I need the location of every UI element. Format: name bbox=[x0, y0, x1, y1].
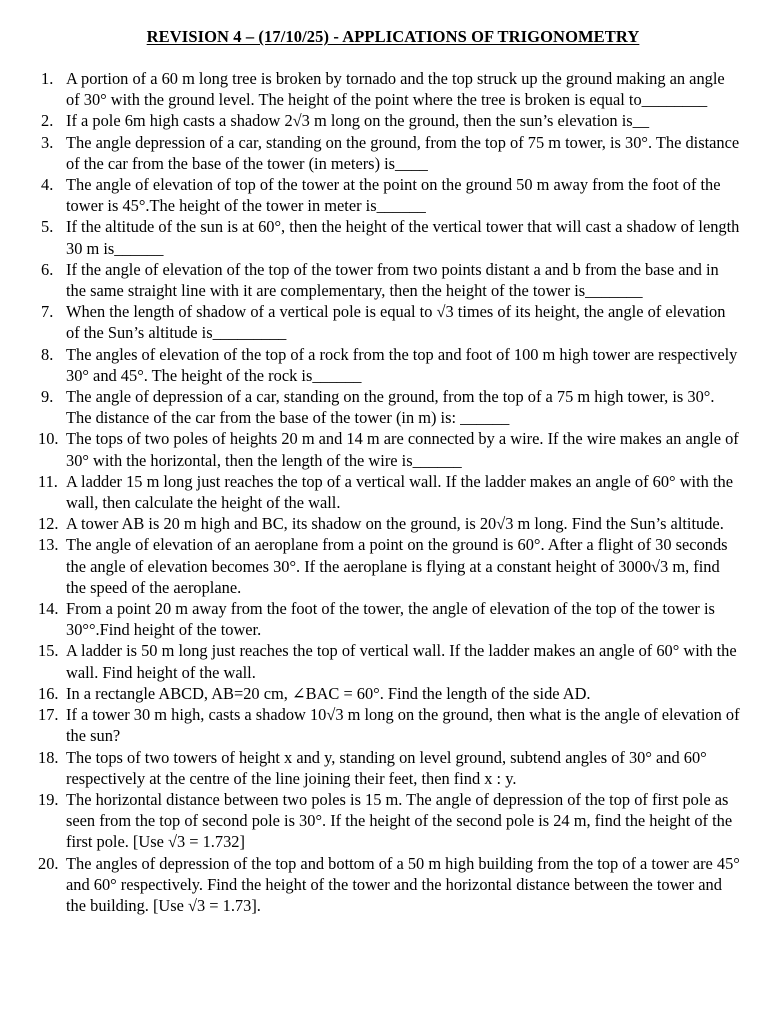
question-5 bbox=[0, 216, 768, 258]
question-3 bbox=[0, 132, 768, 174]
question-number: 1. bbox=[41, 69, 54, 88]
question-14 bbox=[0, 598, 768, 640]
question-15 bbox=[0, 640, 768, 682]
question-number: 8. bbox=[41, 344, 54, 364]
question-number: 12. bbox=[38, 514, 59, 534]
question-20 bbox=[0, 853, 768, 917]
question-1 bbox=[0, 68, 768, 110]
question-4 bbox=[0, 174, 768, 216]
question-text: A ladder is 50 m long just reaches the top of vertical wall. If the ladder makes an angle of 60° with the wall. Find height of the wall. bbox=[66, 641, 737, 682]
question-text: If the angle of elevation of the top of the tower from two points distant a and b from the base and in the same straight line with it are complementary, then the height of the tower is_______ bbox=[66, 259, 719, 301]
question-number: 2. bbox=[41, 111, 54, 131]
question-17 bbox=[0, 704, 768, 746]
question-text: The horizontal distance between two poles is 15 m. The angle of depression of the top of first pole as seen from the top of second pole is 30°. If the height of the second pole is 24 m, find the height of the first pole. [Use √3 = 1.732] bbox=[66, 789, 733, 852]
question-text: A ladder 15 m long just reaches the top of a vertical wall. If the ladder makes an angle of 60° with the wall, then calculate the height of the wall. bbox=[66, 471, 733, 513]
question-text: The tops of two towers of height x and y, standing on level ground, subtend angles of 30° and 60° respectively at the centre of the line joining their feet, then find x : y. bbox=[66, 747, 707, 788]
question-text: The tops of two poles of heights 20 m and 14 m are connected by a wire. If the wire makes an angle of 30° with the horizontal, then the length of the wire is______ bbox=[66, 429, 739, 470]
question-number: 10. bbox=[38, 429, 59, 449]
question-number: 14. bbox=[38, 599, 59, 619]
question-19 bbox=[0, 789, 768, 853]
question-list bbox=[0, 68, 768, 916]
question-13 bbox=[0, 534, 768, 598]
question-number: 16. bbox=[38, 683, 59, 703]
question-text: A portion of a 60 m long tree is broken by tornado and the top struck up the ground making an angle of 30° with the ground level. The height of the point where the tree is broken is equal to________ bbox=[66, 69, 725, 110]
question-text: The angle of elevation of top of the tower at the point on the ground 50 m away from the foot of the tower is 45°.The height of the tower in meter is______ bbox=[66, 175, 721, 216]
question-number: 15. bbox=[38, 641, 59, 661]
question-number: 3. bbox=[41, 132, 54, 152]
question-12 bbox=[0, 513, 768, 534]
question-text: The angles of depression of the top and bottom of a 50 m high building from the top of a tower are 45° and 60° respectively. Find the height of the tower and the horizontal distance between the tower and the building. [Use √3 = 1.73]. bbox=[66, 853, 740, 915]
question-16 bbox=[0, 683, 768, 704]
question-number: 20. bbox=[38, 853, 59, 873]
document-title: REVISION 4 – (17/10/25) - APPLICATIONS OF TRIGONOMETRY bbox=[146, 27, 640, 46]
question-number: 7. bbox=[41, 302, 54, 322]
question-2 bbox=[0, 110, 768, 131]
question-text: A tower AB is 20 m high and BC, its shadow on the ground, is 20√3 m long. Find the Sun’s altitude. bbox=[66, 514, 724, 534]
question-number: 19. bbox=[38, 789, 59, 809]
question-text: If a tower 30 m high, casts a shadow 10√3 m long on the ground, then what is the angle of elevation of the sun? bbox=[66, 705, 740, 746]
question-number: 6. bbox=[41, 259, 54, 279]
question-7 bbox=[0, 301, 768, 343]
question-text: From a point 20 m away from the foot of the tower, the angle of elevation of the top of the tower is 30°°.Find height of the tower. bbox=[66, 599, 715, 640]
question-number: 9. bbox=[41, 387, 54, 407]
question-number: 11. bbox=[38, 471, 58, 491]
question-18 bbox=[0, 747, 768, 789]
question-text: When the length of shadow of a vertical pole is equal to √3 times of its height, the angle of elevation of the Sun’s altitude is_________ bbox=[66, 302, 726, 343]
question-text: If the altitude of the sun is at 60°, then the height of the vertical tower that will cast a shadow of length 30 m is______ bbox=[66, 217, 740, 258]
question-11 bbox=[0, 471, 768, 513]
question-text: The angle depression of a car, standing on the ground, from the top of 75 m tower, is 30°. The distance of the car from the base of the tower (in meters) is____ bbox=[66, 132, 740, 173]
question-6 bbox=[0, 259, 768, 301]
question-number: 17. bbox=[38, 705, 59, 725]
question-text: The angle of elevation of an aeroplane from a point on the ground is 60°. After a flight of 30 seconds the angle of elevation becomes 30°. If the aeroplane is flying at a constant height of 3000√3 m, find the speed of the aeroplane. bbox=[66, 535, 728, 597]
question-text: The angle of depression of a car, standing on the ground, from the top of a 75 m high tower, is 30°. The distance of the car from the base of the tower (in m) is: ______ bbox=[66, 387, 715, 428]
question-text: The angles of elevation of the top of a rock from the top and foot of 100 m high tower are respectively 30° and 45°. The height of the rock is______ bbox=[66, 344, 738, 385]
question-text: If a pole 6m high casts a shadow 2√3 m long on the ground, then the sun’s elevation is__ bbox=[66, 111, 650, 131]
question-number: 4. bbox=[41, 175, 54, 195]
question-text: In a rectangle ABCD, AB=20 cm, ∠BAC = 60°. Find the length of the side AD. bbox=[66, 683, 591, 703]
question-number: 18. bbox=[38, 747, 59, 767]
question-8 bbox=[0, 344, 768, 386]
question-number: 13. bbox=[38, 535, 59, 555]
question-number: 5. bbox=[41, 217, 54, 237]
question-10 bbox=[0, 428, 768, 470]
question-9 bbox=[0, 386, 768, 428]
